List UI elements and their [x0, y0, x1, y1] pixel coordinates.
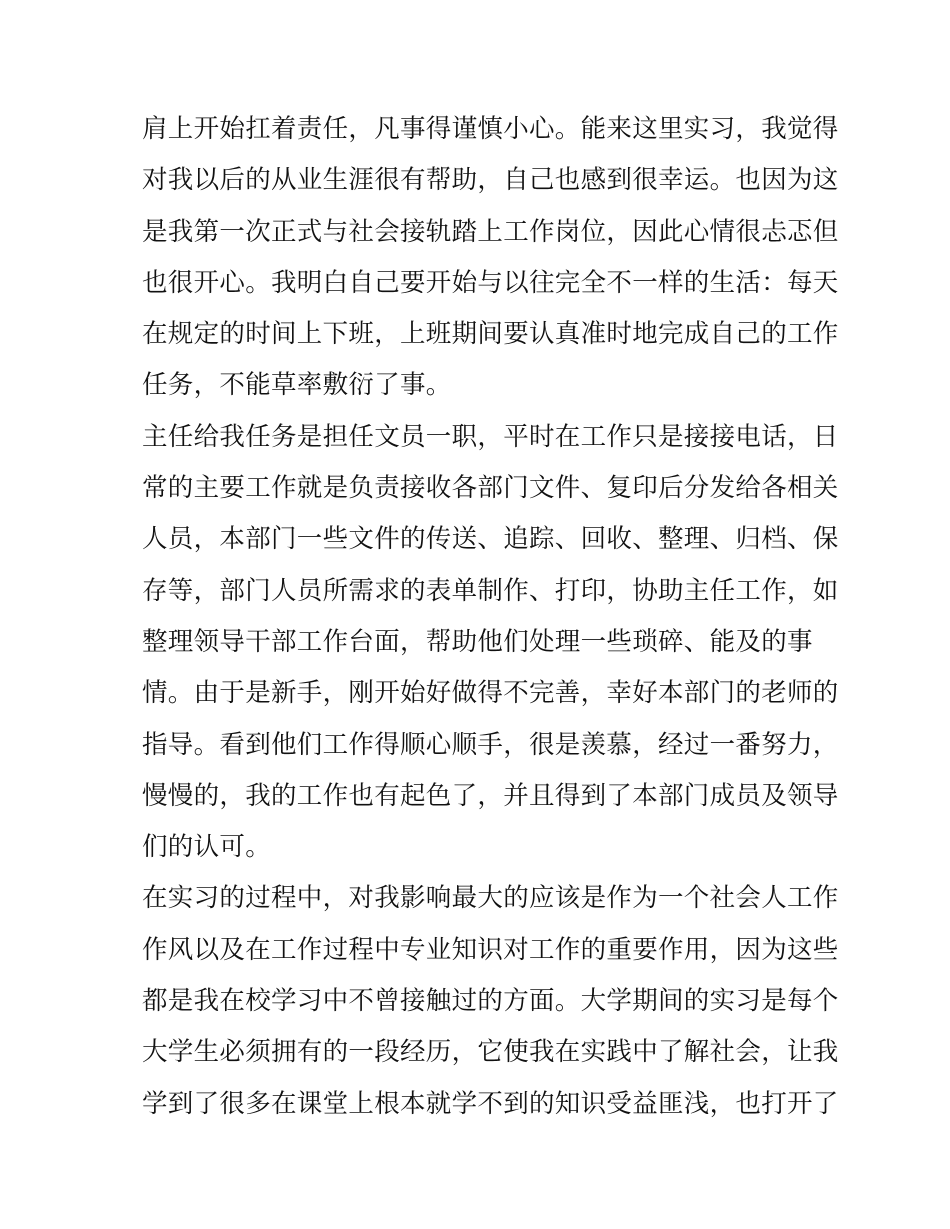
text-line-8: 常的主要工作就是负责接收各部门文件、复印后分发给各相关	[142, 473, 839, 504]
text-line-14: 慢慢的，我的工作也有起色了，并且得到了本部门成员及领导	[142, 780, 839, 811]
text-line-10: 存等，部门人员所需求的表单制作、打印，协助主任工作，如	[142, 575, 839, 606]
text-line-7: 主任给我任务是担任文员一职，平时在工作只是接接电话，日	[142, 421, 839, 452]
text-line-5: 在规定的时间上下班，上班期间要认真准时地完成自己的工作	[142, 319, 839, 350]
text-line-19: 大学生必须拥有的一段经历，它使我在实践中了解社会，让我	[142, 1037, 839, 1068]
document-body-text	[142, 104, 839, 1130]
text-line-12: 情。由于是新手，刚开始好做得不完善，幸好本部门的老师的	[142, 678, 839, 709]
text-line-20: 学到了很多在课堂上根本就学不到的知识受益匪浅，也打开了	[142, 1088, 839, 1119]
text-line-18: 都是我在校学习中不曾接触过的方面。大学期间的实习是每个	[142, 986, 839, 1017]
text-line-2: 对我以后的从业生涯很有帮助，自己也感到很幸运。也因为这	[142, 165, 839, 196]
text-line-11: 整理领导干部工作台面，帮助他们处理一些琐碎、能及的事	[142, 626, 813, 657]
text-line-3: 是我第一次正式与社会接轨踏上工作岗位，因此心情很忐忑但	[142, 216, 839, 247]
text-line-15: 们的认可。	[142, 832, 272, 863]
text-line-13: 指导。看到他们工作得顺心顺手，很是羡慕，经过一番努力，	[142, 729, 839, 760]
text-line-4: 也很开心。我明白自己要开始与以往完全不一样的生活：每天	[142, 267, 839, 298]
text-line-6: 任务，不能草率敷衍了事。	[142, 370, 452, 401]
text-line-9: 人员，本部门一些文件的传送、追踪、回收、整理、归档、保	[142, 524, 839, 555]
text-line-1: 肩上开始扛着责任，凡事得谨慎小心。能来这里实习，我觉得	[142, 114, 839, 144]
text-line-16: 在实习的过程中，对我影响最大的应该是作为一个社会人工作	[142, 883, 839, 914]
text-line-17: 作风以及在工作过程中专业知识对工作的重要作用，因为这些	[142, 934, 839, 965]
